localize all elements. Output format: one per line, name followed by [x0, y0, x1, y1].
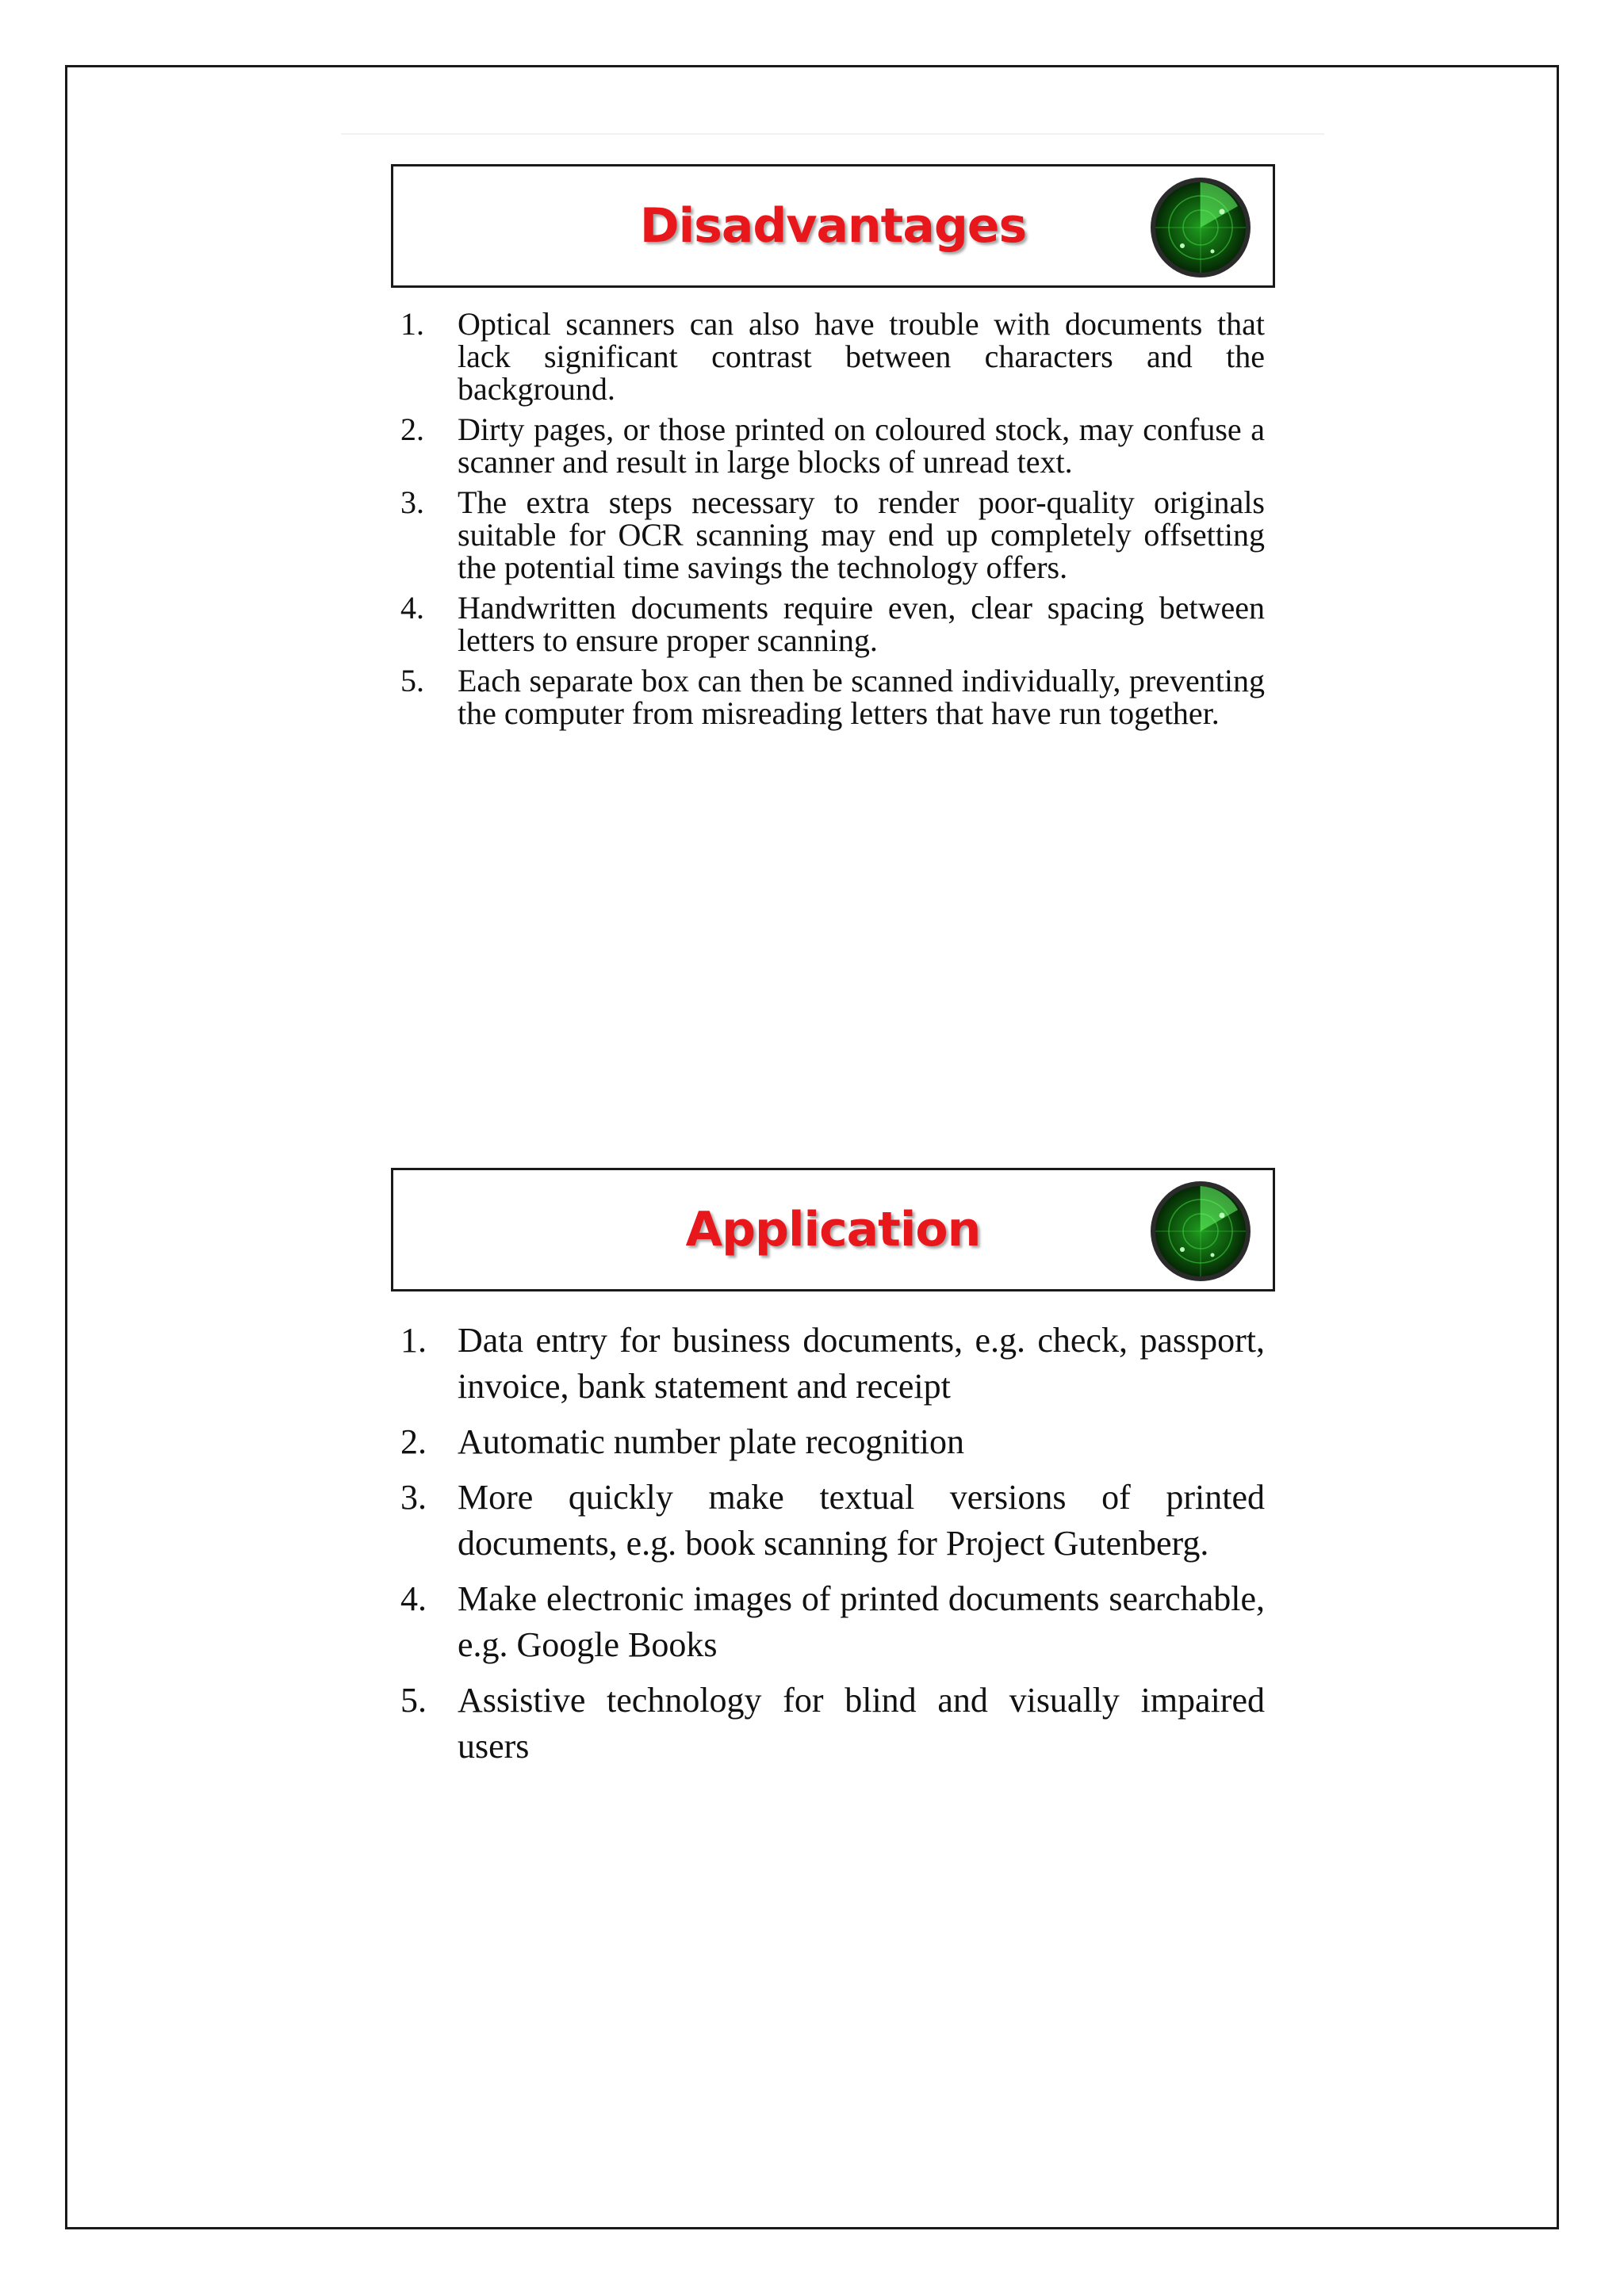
item-number: 1. — [400, 306, 424, 342]
item-number: 5. — [400, 663, 424, 698]
list-item — [400, 1678, 1265, 1770]
slide-top-edge — [341, 133, 1324, 135]
radar-icon — [1149, 1180, 1252, 1283]
item-number: 2. — [400, 411, 424, 447]
item-text: Optical scanners can also have trouble with documents that lack significant contrast between characters and the background. — [458, 306, 1265, 407]
list-item — [400, 1318, 1265, 1410]
application-header — [391, 1168, 1275, 1292]
item-number: 5. — [400, 1681, 427, 1720]
section-title: Application — [685, 1202, 981, 1257]
application-list — [400, 1318, 1265, 1779]
list-item — [400, 1576, 1265, 1668]
disadvantages-header — [391, 164, 1275, 288]
item-text: Handwritten documents require even, clear spacing between letters to ensure proper scanning. — [458, 590, 1265, 658]
item-number: 2. — [400, 1422, 427, 1461]
item-number: 3. — [400, 1478, 427, 1517]
item-text: More quickly make textual versions of printed documents, e.g. book scanning for Project Gutenberg. — [458, 1478, 1265, 1563]
item-text: Assistive technology for blind and visually impaired users — [458, 1681, 1265, 1766]
item-number: 3. — [400, 484, 424, 520]
list-item — [400, 413, 1265, 478]
item-text: Data entry for business documents, e.g. check, passport, invoice, bank statement and receipt — [458, 1321, 1265, 1406]
disadvantages-list — [400, 308, 1265, 737]
item-text: Each separate box can then be scanned individually, preventing the computer from misreading letters that have run together. — [458, 663, 1265, 731]
item-number: 4. — [400, 590, 424, 626]
radar-icon — [1149, 176, 1252, 279]
section-title: Disadvantages — [639, 198, 1027, 254]
item-text: The extra steps necessary to render poor-quality originals suitable for OCR scanning may end up completely offsetting the potential time savings the technology offers. — [458, 484, 1265, 585]
item-text: Automatic number plate recognition — [458, 1422, 965, 1461]
item-number: 1. — [400, 1321, 427, 1360]
list-item — [400, 486, 1265, 584]
list-item — [400, 308, 1265, 405]
list-item — [400, 591, 1265, 656]
item-number: 4. — [400, 1579, 427, 1618]
item-text: Dirty pages, or those printed on coloured stock, may confuse a scanner and result in large blocks of unread text. — [458, 411, 1265, 480]
list-item — [400, 1475, 1265, 1567]
item-text: Make electronic images of printed documents searchable, e.g. Google Books — [458, 1579, 1265, 1664]
list-item — [400, 1419, 1265, 1465]
list-item — [400, 664, 1265, 729]
